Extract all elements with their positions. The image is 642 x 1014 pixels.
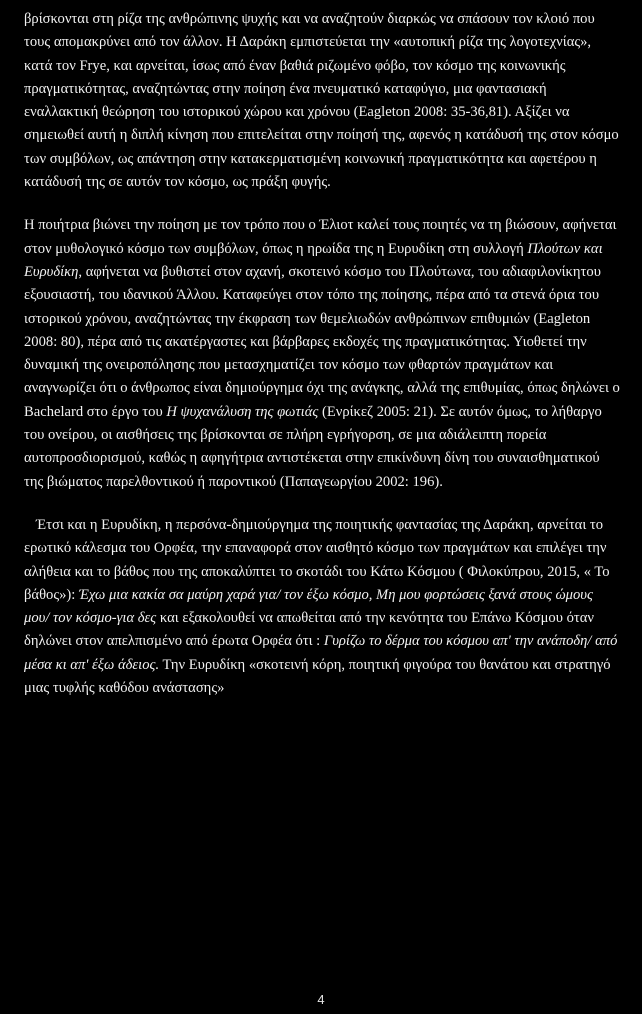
paragraph-2-text-1: Η ποιήτρια βιώνει την ποίηση με τον τρόπο που ο Έλιοτ καλεί τους ποιητές να τη βιώσουν, αφήνεται στον μυθολογικό κόσμο των συμβόλων, όπως η ηρωίδα της η Ευρυδίκη στη συλλογή xyxy=(24,217,617,257)
page-number: 4 xyxy=(317,992,325,1007)
paragraph-3-text-2: και εξακολουθεί να απωθείται από την κενότητα του Επάνω Κόσμου όταν δηλώνει στον απελπισμένο από έρωτα Ορφέα ότι : xyxy=(24,610,594,650)
paragraph-2-text-3: (Ενρίκεζ 2005: 21). Σε αυτόν όμως, το λήθαργο του ονείρου, οι αισθήσεις της βρίσκονται σε πλήρη εγρήγορση, σε μια αδιάλειπτη πορεία αυτοπροσδιορισμού, καθώς η αφηγήτρια αντιστέκεται στην επικίνδυνη δίνη του συναισθηματικού της βιώματος παρελθοντικού ή παροντικού (Παπαγεωργίου 2002: 196). xyxy=(24,403,602,490)
paragraph-1 xyxy=(24,8,620,194)
book-title-psychoanalysis-fire: Η ψυχανάλυση της φωτιάς xyxy=(166,403,319,420)
paragraph-2 xyxy=(24,214,620,494)
poem-quote-1: Έχω μια κακία σα μαύρη χαρά για/ τον έξω κόσμο, Μη μου φορτώσεις ξανά στους ώμους μου/ τον κόσμο-για δες xyxy=(24,586,593,627)
paragraph-3-text-1: Έτσι και η Ευρυδίκη, η περσόνα-δημιούργημα της ποιητικής φαντασίας της Δαράκη, αρνείται το ερωτικό κάλεσμα του Ορφέα, την επαναφορά στον αισθητό κόσμο των πραγμάτων και επιλέγει την αλήθεια και το βάθος που της αποκαλύπτει το σκοτάδι του Κάτω Κόσμου ( Φιλοκύπρου, 2015, « Το βάθος»): xyxy=(24,516,610,603)
poem-quote-2: Γυρίζω το δέρμα του κόσμου απ' την ανάποδη/ από μέσα κι απ' έξω άδειος. xyxy=(24,633,618,673)
document-page xyxy=(24,8,620,700)
paragraph-2-text-2: , αφήνεται να βυθιστεί στον αχανή, σκοτεινό κόσμο του Πλούτωνα, του αδιαφιλονίκητου εξουσιαστή, του ιδανικού Άλλου. Καταφεύγει στον τόπο της ποίησης, πέρα από τα στενά όρια του ιστορικού χρόνου, αναζητώντας την έκφραση των θεμελιωδών ανθρώπινων επιθυμιών (Eagleton 2008: 80), πέρα από τις ακατέργαστες και βάρβαρες εκδοχές της πραγματικότητας. Υιοθετεί την δυναμική της ονειροπόλησης που μετασχηματίζει τον κόσμο των φθαρτών πραγμάτων και αναγνωρίζει ότι ο άνθρωπος είναι δημιούργημα όχι της ανάγκης, αλλά της επιθυμίας, όπως δηλώνει ο Bachelard στο έργο του xyxy=(24,263,620,420)
book-title-plouton-evrydiki: Πλούτων και Ευρυδίκη xyxy=(24,240,603,280)
paragraph-3 xyxy=(24,514,620,700)
paragraph-3-text-3: Την Ευρυδίκη «σκοτεινή κόρη, ποιητική φιγούρα του θανάτου και στρατηγό μιας τυφλής καθόδου ανάστασης» xyxy=(24,656,611,697)
paragraph-1-text: βρίσκονται στη ρίζα της ανθρώπινης ψυχής και να αναζητούν διαρκώς να σπάσουν τον κλοιό που τους απομακρύνει από τον άλλον. Η Δαράκη εμπιστεύεται την «αυτοπική ρίζα της λογοτεχνίας», κατά τον Frye, και αρνείται, ίσως από έναν βαθιά ριζωμένο φόβο, τον κόσμο της κοινωνικής πραγματικότητας, αναζητώντας στην ποίηση ένα πνευματικό καταφύγιο, μια φαντασιακή εναλλακτική θεώρηση του ιστορικού χώρου και χρόνου (Eagleton 2008: 35-36,81). Αξίζει να σημειωθεί αυτή η διπλή κίνηση που επιτελείται στην ποίησή της, αφενός η κατάδυσή της στον κόσμο των συμβόλων, ως απάντηση στην κατακερματισμένη κοινωνική πραγματικότητα και αφετέρου η κατάδυσή της σε αυτόν τον κόσμο, ως πράξη φυγής. xyxy=(24,11,619,191)
